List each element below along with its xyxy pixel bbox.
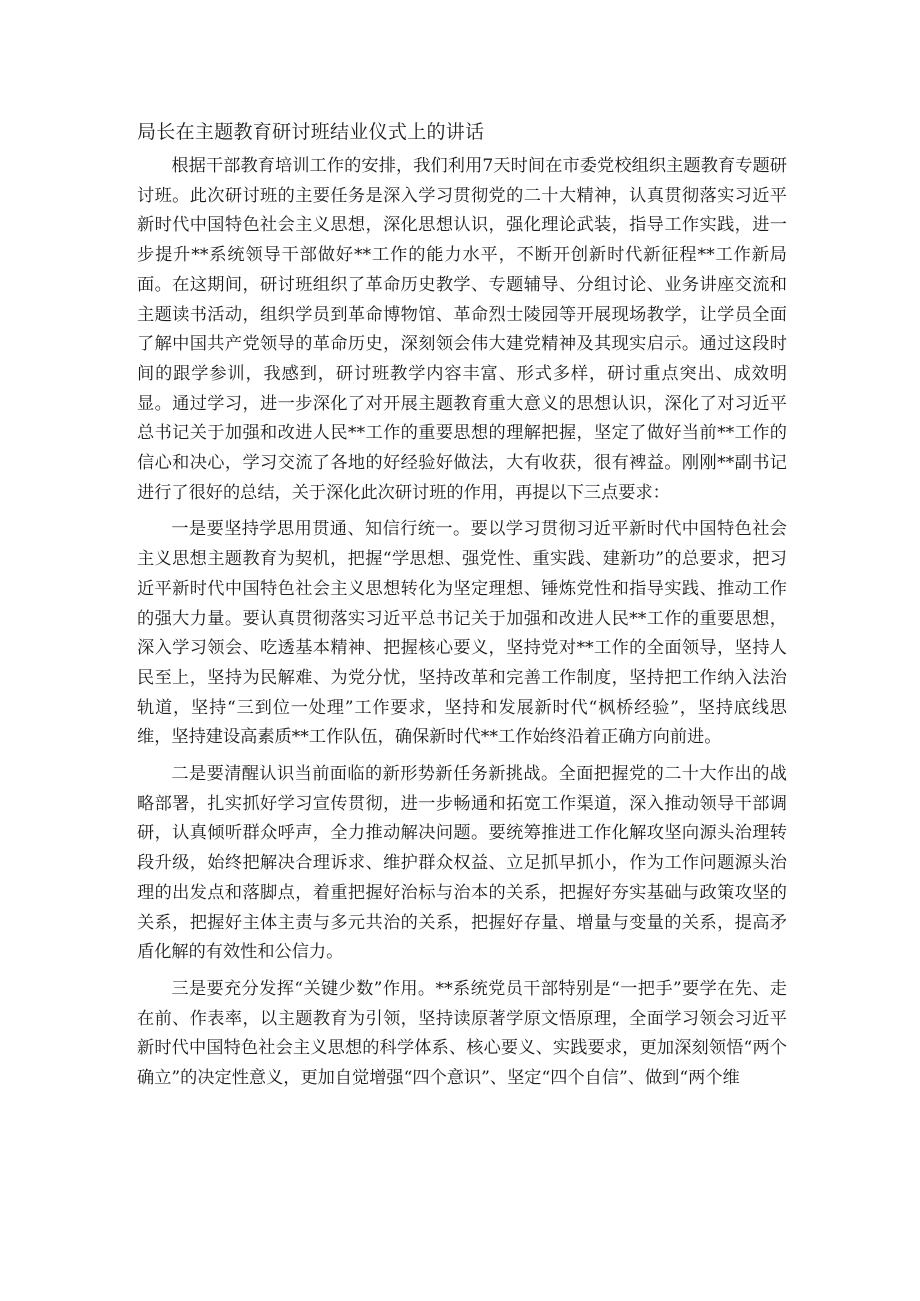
document-title: 局长在主题教育研讨班结业仪式上的讲话 xyxy=(137,121,485,143)
paragraph-point-two: 二是要清醒认识当前面临的新形势新任务新挑战。全面把握党的二十大作出的战略部署，扎实抓好学习宣传贯彻，进一步畅通和拓宽工作渠道，深入推动领导干部调研，认真倾听群众呼声，全力推动解决问题。要统筹推进工作化解攻坚向源头治理转段升级，始终把解决合理诉求、维护群众权益、立足抓早抓小，作为工作问题源头治理的出发点和落脚点，着重把握好治标与治本的关系，把握好夯实基础与政策攻坚的关系，把握好主体主责与多元共治的关系，把握好存量、增量与变量的关系，提高矛盾化解的有效性和公信力。 xyxy=(137,764,787,963)
paragraph-point-three: 三是要充分发挥“关键少数”作用。**系统党员干部特别是“一把手”要学在先、走在前、作表率，以主题教育为引领，坚持读原著学原文悟原理，全面学习领会习近平新时代中国特色社会主义思想的科学体系、核心要义、实践要求，更加深刻领悟“两个确立”的决定性意义，更加自觉增强“四个意识”、坚定“四个自信”、做到“两个维 xyxy=(137,978,787,1089)
paragraph-intro: 根据干部教育培训工作的安排，我们利用7天时间在市委党校组织主题教育专题研讨班。此次研讨班的主要任务是深入学习贯彻党的二十大精神，认真贯彻落实习近平新时代中国特色社会主义思想，深化思想认识，强化理论武装，指导工作实践，进一步提升**系统领导干部做好**工作的能力水平，不断开创新时代新征程**工作新局面。在这期间，研讨班组织了革命历史教学、专题辅导、分组讨论、业务讲座交流和主题读书活动，组织学员到革命博物馆、革命烈士陵园等开展现场教学，让学员全面了解中国共产党领导的革命历史，深刻领会伟大建党精神及其现实启示。通过这段时间的跟学参训，我感到，研讨班教学内容丰富、形式多样，研讨重点突出、成效明显。通过学习，进一步深化了对开展主题教育重大意义的思想认识，深化了对习近平总书记关于加强和改进人民**工作的重要思想的理解把握，坚定了做好当前**工作的信心和决心，学习交流了各地的好经验好做法，大有收获，很有裨益。刚刚**副书记进行了很好的总结，关于深化此次研讨班的作用，再提以下三点要求： xyxy=(137,156,787,503)
document-body xyxy=(137,152,787,1094)
paragraph-point-one: 一是要坚持学思用贯通、知信行统一。要以学习贯彻习近平新时代中国特色社会主义思想主题教育为契机，把握“学思想、强党性、重实践、建新功”的总要求，把习近平新时代中国特色社会主义思想转化为坚定理想、锤炼党性和指导实践、推动工作的强大力量。要认真贯彻落实习近平总书记关于加强和改进人民**工作的重要思想，深入学习领会、吃透基本精神、把握核心要义，坚持党对**工作的全面领导，坚持人民至上，坚持为民解难、为党分忧，坚持改革和完善工作制度，坚持把工作纳入法治轨道，坚持“三到位一处理”工作要求，坚持和发展新时代“枫桥经验”，坚持底线思维，坚持建设高素质**工作队伍，确保新时代**工作始终沿着正确方向前进。 xyxy=(137,519,787,748)
